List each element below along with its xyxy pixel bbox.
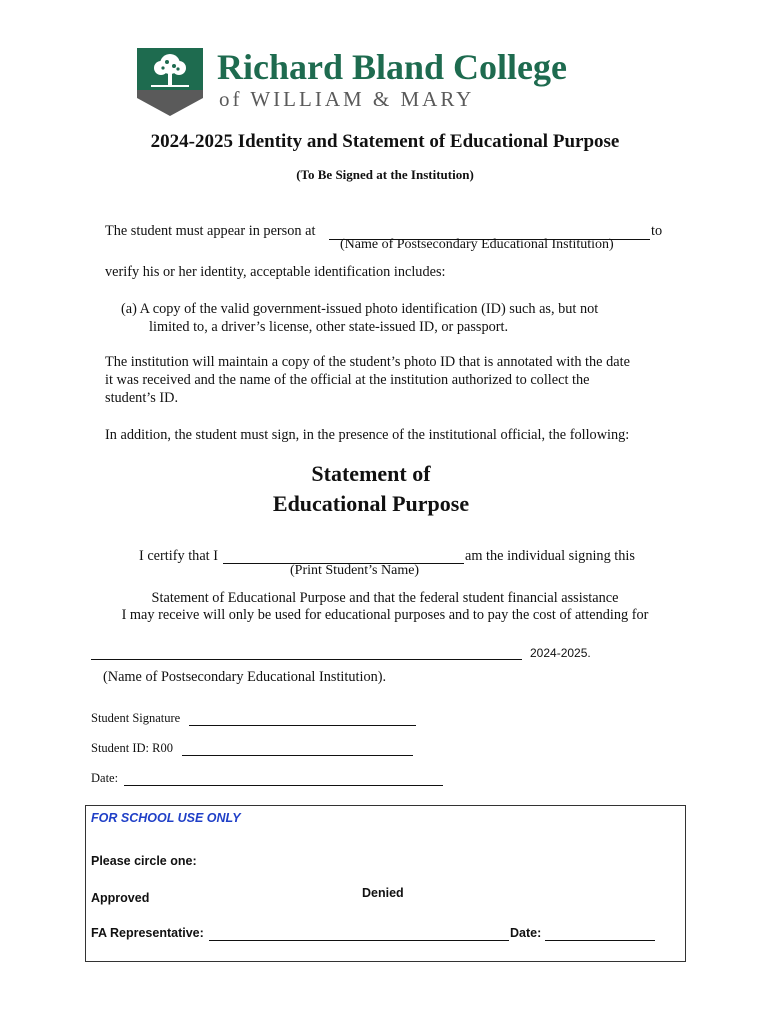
addition-text: In addition, the student must sign, in the presence of the institutional official, the following: [105,427,630,443]
print-name-caption: (Print Student’s Name) [290,563,420,578]
statement-para-line1: Statement of Educational Purpose and that the federal student financial assistance [151,590,619,606]
student-id-label: Student ID: R00 [91,741,173,755]
attending-institution-caption: (Name of Postsecondary Educational Institution). [103,669,387,685]
certify-prefix: I certify that I [139,548,218,564]
appear-text: The student must appear in person at [105,223,316,239]
school-use-header: FOR SCHOOL USE ONLY [91,811,241,825]
school-use-box [85,805,686,962]
page-title: 2024-2025 Identity and Statement of Educational Purpose [150,131,620,152]
denied-option[interactable]: Denied [362,886,404,900]
student-signature-field[interactable] [189,711,416,726]
id-item-a-line2: limited to, a driver’s license, other state-issued ID, or passport. [149,319,509,335]
signature-label: Student Signature [91,711,181,725]
student-id-field[interactable] [182,741,413,756]
statement-heading-line2: Educational Purpose [272,491,470,516]
fa-date-label: Date: [510,926,542,940]
certify-suffix: am the individual signing this [465,548,635,564]
student-name-field[interactable] [223,547,464,564]
college-affiliation: of WILLIAM & MARY [219,87,475,111]
institution-caption: (Name of Postsecondary Educational Institution) [340,237,614,252]
approved-option[interactable]: Approved [91,891,150,905]
attending-institution-field[interactable] [91,645,522,660]
date-label: Date: [91,771,119,785]
verify-text: verify his or her identity, acceptable identification includes: [105,264,446,280]
fa-representative-field[interactable] [209,926,509,941]
page-subtitle: (To Be Signed at the Institution) [296,167,474,182]
appear-to: to [651,223,663,239]
fa-representative-label: FA Representative: [91,926,204,940]
fa-date-field[interactable] [545,926,655,941]
maintain-line1: The institution will maintain a copy of the student’s photo ID that is annotated with the date [105,354,630,370]
circle-instruction: Please circle one: [91,854,197,868]
year-text: 2024-2025. [530,646,591,660]
statement-heading-line1: Statement of [311,461,431,486]
statement-para-line2: I may receive will only be used for educational purposes and to pay the cost of attending for [121,607,649,623]
maintain-line3: student’s ID. [105,390,179,406]
maintain-line2: it was received and the name of the official at the institution authorized to collect the [105,372,590,388]
college-logo [137,46,637,118]
id-item-a-line1: (a) A copy of the valid government-issued photo identification (ID) such as, but not [121,301,599,317]
shield-logo-icon [137,48,203,116]
date-field[interactable] [124,771,443,786]
college-name: Richard Bland College [217,47,568,87]
